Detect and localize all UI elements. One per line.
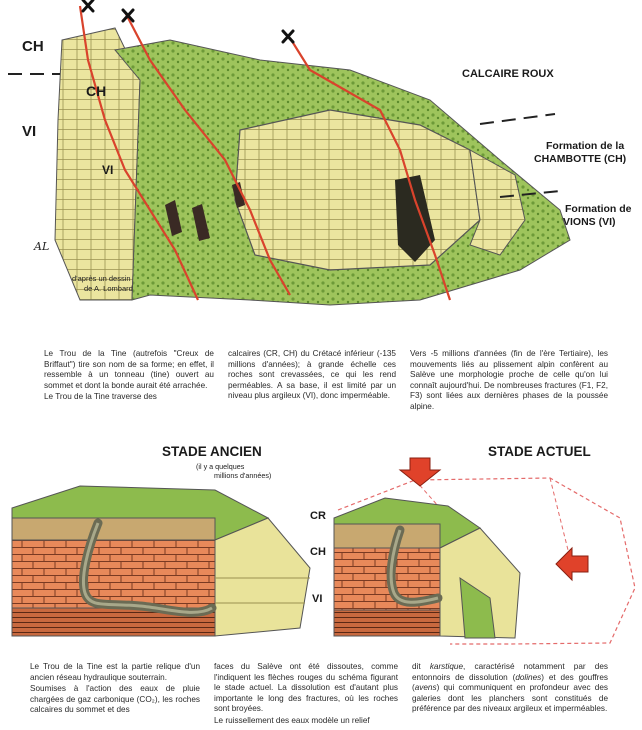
stade-actuel-title: STADE ACTUEL xyxy=(488,444,591,459)
credit-line-1: d'après un dessin xyxy=(72,274,131,283)
paragraph: dit karstique, caractérisé notamment par des entonnoirs de dissolution (dolines) et des gouffres (avens) qui communiquent en profondeur avec des galeries dont les planchers sont constitués de préférence par des niveaux argileux et imperméables. xyxy=(412,662,608,714)
left-cliff xyxy=(55,28,140,300)
arrow-left-icon xyxy=(556,548,588,580)
illustrator-signature: AL xyxy=(34,240,50,253)
stade-ancien-subtitle-1: (il y a quelques xyxy=(196,462,245,471)
label-cr: CR xyxy=(310,510,326,522)
paragraph: Le Trou de la Tine (autrefois "Creux de Briffaut") tire son nom de sa forme; en effet, il ressemble à un tonneau (tine) ouvert au sommet et dont la bonde aurait été arrachée. xyxy=(44,349,214,390)
label-vions-2: VIONS (VI) xyxy=(563,216,616,228)
label-chambotte-1: Formation de la xyxy=(546,140,625,152)
label-ch-left: CH xyxy=(22,38,44,55)
paragraph: faces du Salève ont été dissoutes, comme l'indiquent les flèches rouges du schéma figurant le stade actuel. La dissolution est d'autant plus importante le long des fractures, où les roches sont broyées. xyxy=(214,662,398,714)
arrow-down-icon xyxy=(400,458,440,486)
label-chambotte-2: CHAMBOTTE (CH) xyxy=(534,153,627,165)
stade-actuel-diagram xyxy=(320,448,642,653)
text-top-col1 xyxy=(44,349,214,404)
stade-ancien-title: STADE ANCIEN xyxy=(162,444,262,459)
label-vi-left: VI xyxy=(22,123,37,140)
paragraph: Le Trou de la Tine est la partie relique d'un ancien réseau hydraulique souterrain. xyxy=(30,662,200,682)
credit-line-2: de A. Lombard xyxy=(84,284,133,293)
text-bottom-col1 xyxy=(30,662,200,717)
paragraph: Vers -5 millions d'années (fin de l'ère Tertiaire), les mouvements liés au plissement alpin confèrent au Salève une morphologie proche de celle qu'on lui connaît aujourd'hui. De nombreuses fractures (F1, F2, F3) sont liées aux dernières phases de la poussée alpine. xyxy=(410,349,608,411)
paragraph: calcaires (CR, CH) du Crétacé inférieur (-135 millions d'années); à grande échelle ces roches sont crevassées, ce qui les rend perméables. A sa base, il est limité par un niveau plus argileux (VI), donc imperméable. xyxy=(228,349,396,401)
stade-ancien-subtitle-2: millions d'années) xyxy=(214,471,272,480)
label-ch: CH xyxy=(310,546,326,558)
text-top-col2 xyxy=(228,349,396,403)
text-bottom-col3 xyxy=(412,662,608,716)
label-ch-cliff: CH xyxy=(86,83,107,99)
paragraph: Soumises à l'action des eaux de pluie chargées de gaz carbonique (CO₂), les roches calcaires du sommet et des xyxy=(30,684,200,715)
label-vi: VI xyxy=(312,593,323,605)
stade-ancien-diagram xyxy=(0,478,323,653)
label-vi-small: VI xyxy=(102,163,114,177)
label-vions-1: Formation de xyxy=(565,203,632,215)
text-bottom-col2 xyxy=(214,662,398,728)
paragraph: Le ruissellement des eaux modèle un relief xyxy=(214,715,370,725)
paragraph: Le Trou de la Tine traverse des xyxy=(44,392,157,402)
text-top-col3 xyxy=(410,349,608,414)
label-calcaire-roux: CALCAIRE ROUX xyxy=(462,68,554,80)
